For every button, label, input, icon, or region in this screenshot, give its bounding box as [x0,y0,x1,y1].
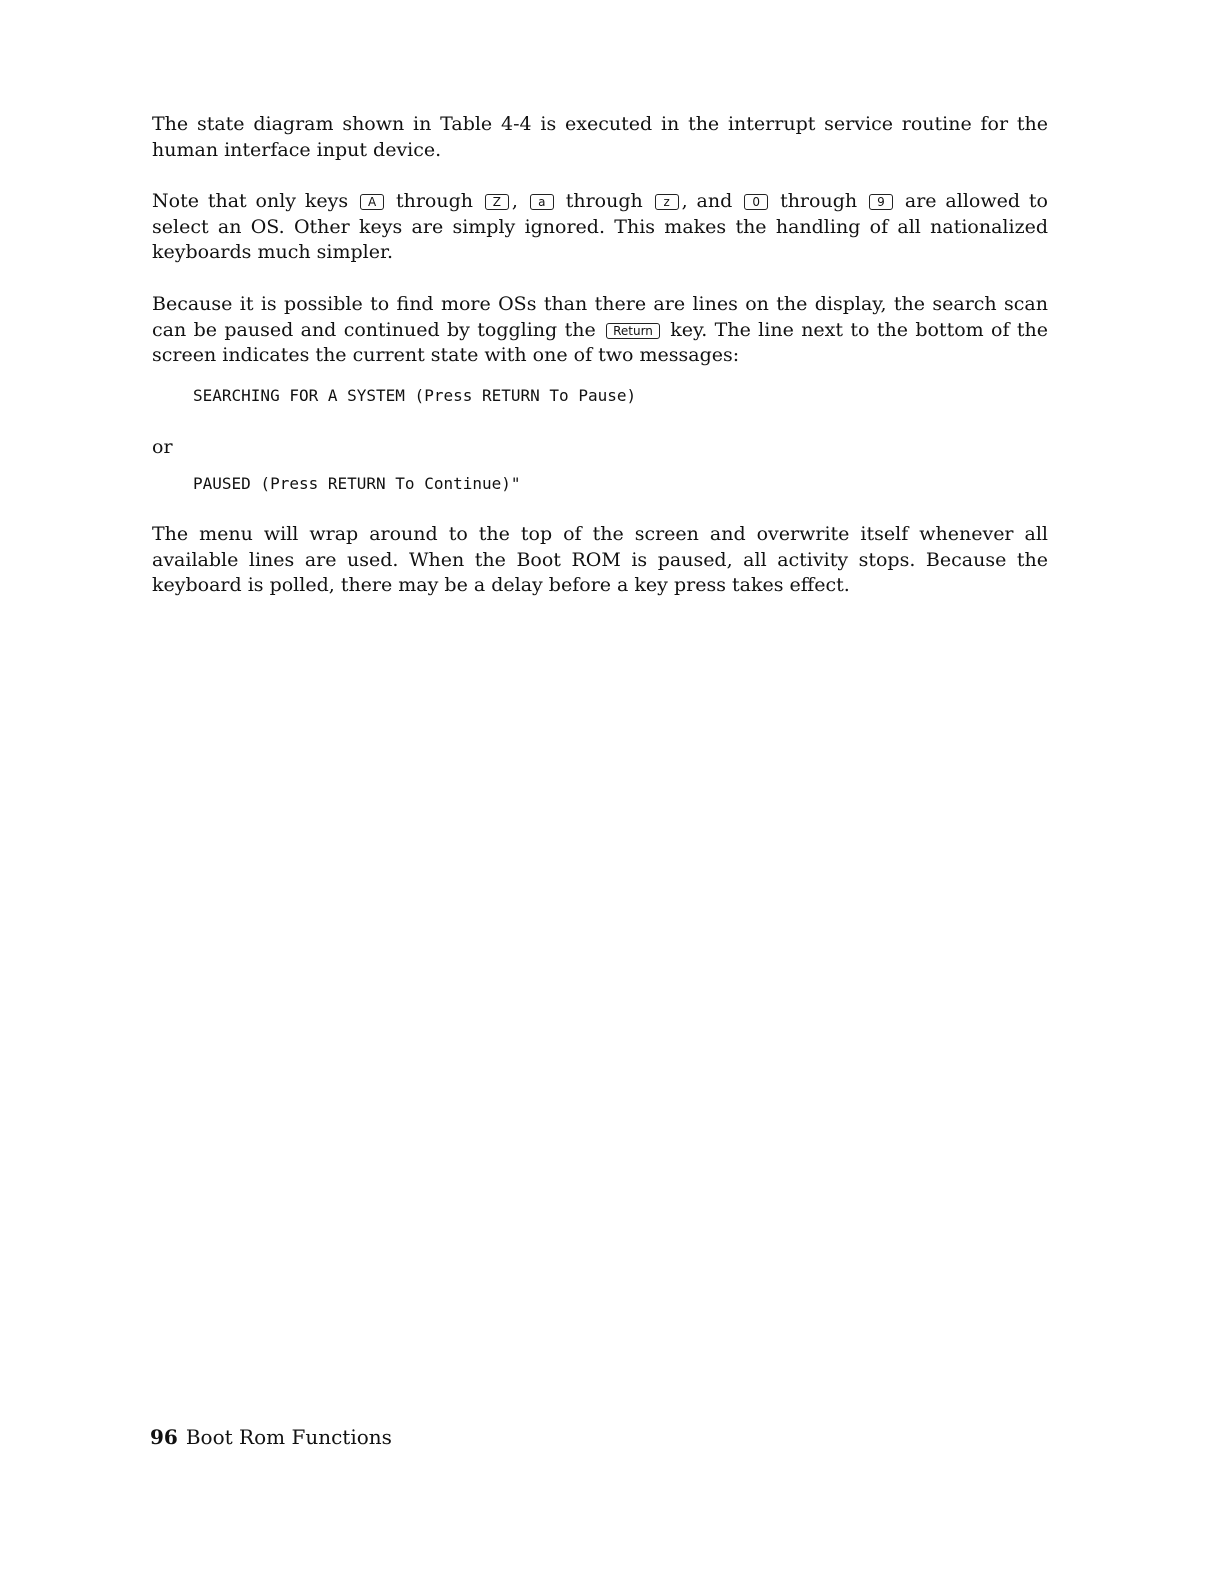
text: are allowed to select an OS. Other keys are simply ignored. This makes the handling of all nationalized keyboards much simpler. [152,190,1048,263]
text: Note that only keys [152,190,349,212]
page-footer [150,1425,392,1449]
text: key. The line next to the bottom of the screen indicates the current state with one of two messages: [152,318,1048,366]
key-Z-icon: Z [485,194,509,210]
paragraph-search-scan [152,292,1048,369]
text: Because it is possible to find more OSs than there are lines on the display, the search scan can be paused and continued by toggling the [152,293,1048,341]
or-text: or [152,436,173,458]
key-a-icon: a [530,194,554,210]
text: , [511,190,518,212]
paragraph-allowed-keys [152,189,1048,266]
key-9-icon: 9 [869,194,893,210]
code-searching-message: SEARCHING FOR A SYSTEM (Press RETURN To Pause) [193,386,637,405]
section-title: Boot Rom Functions [185,1425,392,1449]
key-z-icon: z [655,194,679,210]
paragraph-menu-wrap: The menu will wrap around to the top of the screen and overwrite itself whenever all available lines are used. When the Boot ROM is paused, all activity stops. Because the keyboard is polled, there may be a delay before a key press takes effect. [152,523,1048,596]
text: through [565,190,643,212]
text: through [395,190,473,212]
code-paused-message: PAUSED (Press RETURN To Continue)" [193,474,521,493]
key-0-icon: 0 [744,194,768,210]
text: through [780,190,858,212]
text: , and [681,190,733,212]
key-return-icon: Return [606,323,660,339]
paragraph-state-diagram: The state diagram shown in Table 4-4 is executed in the interrupt service routine for the human interface input device. [152,113,1048,161]
page-number: 96 [150,1425,178,1449]
key-A-icon: A [360,194,384,210]
